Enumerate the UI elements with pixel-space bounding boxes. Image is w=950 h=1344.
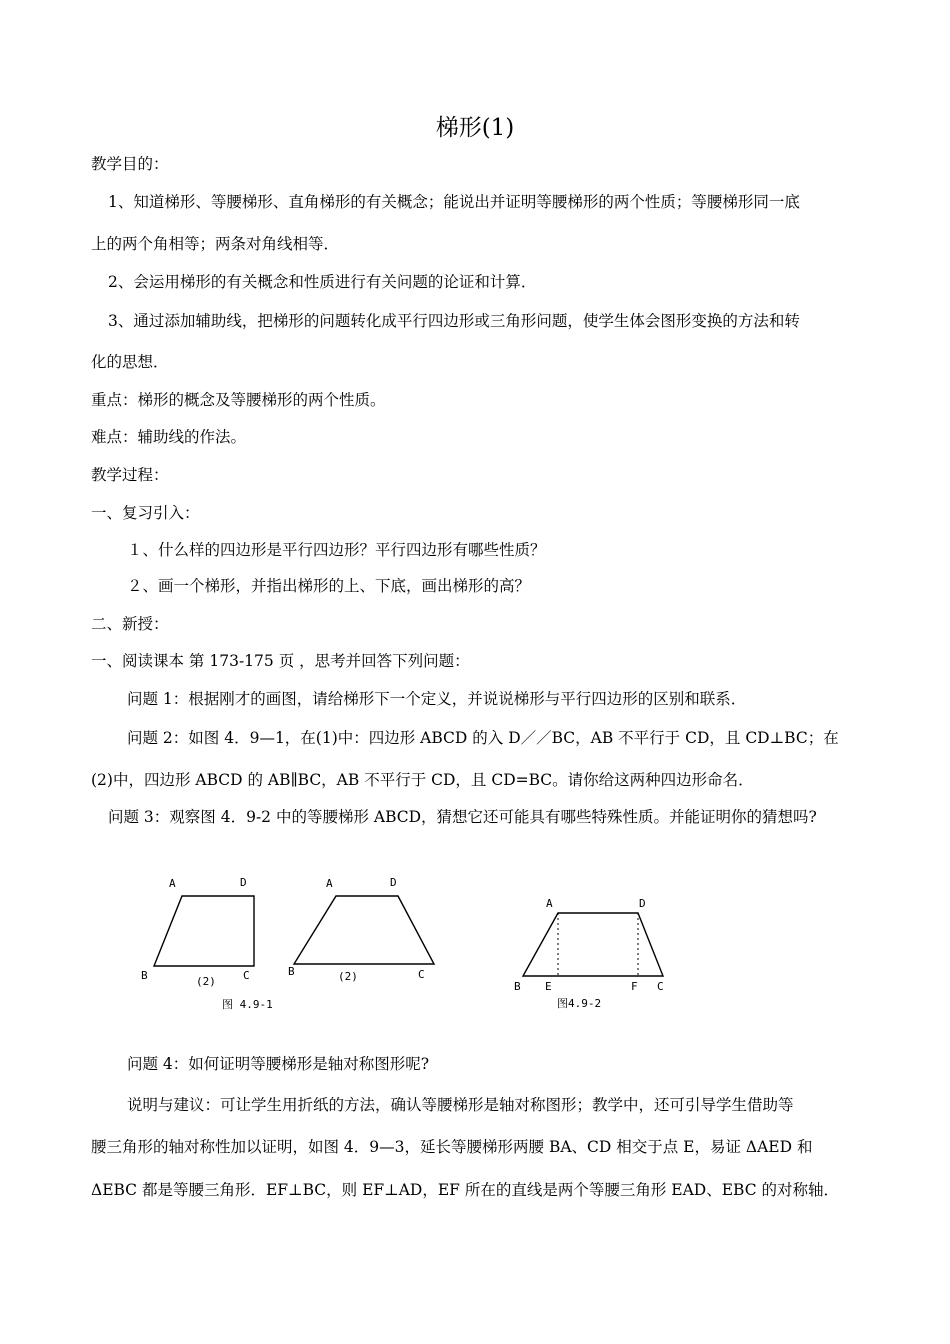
- vertex-label-F: F: [631, 980, 638, 993]
- trapezoid-2: [294, 896, 434, 964]
- sub-label: (2): [196, 975, 216, 988]
- vertex-label-C: C: [243, 969, 250, 982]
- vertex-label-D: D: [390, 876, 397, 889]
- figure-caption: 图 4.9-1: [222, 998, 273, 1011]
- vertex-label-E: E: [545, 980, 552, 993]
- vertex-label-B: B: [288, 965, 295, 978]
- text-line: (2)中，四边形 ABCD 的 AB∥BC，AB 不平行于 CD，且 CD=BC。请你给这两种四边形命名．: [91, 771, 754, 789]
- text-line: 难点：辅助线的作法。: [91, 428, 247, 446]
- vertex-label-A: A: [169, 877, 176, 890]
- vertex-label-A: A: [546, 897, 553, 910]
- text-line: 问题 4：如何证明等腰梯形是轴对称图形呢?: [127, 1055, 430, 1073]
- text-line: 2、会运用梯形的有关概念和性质进行有关问题的论证和计算．: [108, 273, 537, 291]
- text-line: 问题 2：如图 4．9—1，在(1)中：四边形 ABCD 的入 D／／BC，AB 不平行于 CD，且 CD⊥BC；在: [127, 729, 839, 747]
- vertex-label-B: B: [141, 969, 148, 982]
- figure-4-9-1: [130, 862, 460, 1022]
- text-line: ΔEBC 都是等腰三角形．EF⊥BC，则 EF⊥AD，EF 所在的直线是两个等腰三角形 EAD、EBC 的对称轴．: [91, 1181, 839, 1199]
- text-line: 3、通过添加辅助线，把梯形的问题转化成平行四边形或三角形问题，使学生体会图形变换的方法和转: [108, 312, 800, 330]
- trapezoid-1: [154, 896, 254, 966]
- vertex-label-C: C: [418, 968, 425, 981]
- text-line: 上的两个角相等；两条对角线相等．: [91, 235, 340, 253]
- text-line: 二、新授：: [91, 615, 169, 633]
- text-line: 重点：梯形的概念及等腰梯形的两个性质。: [91, 391, 386, 409]
- vertex-label-B: B: [514, 980, 521, 993]
- vertex-label-D: D: [639, 897, 646, 910]
- text-line: 说明与建议：可让学生用折纸的方法，确认等腰梯形是轴对称图形；教学中，还可引导学生借助等: [127, 1096, 794, 1114]
- text-line: 一、阅读课本 第 173-175 页 ，思考并回答下列问题：: [91, 652, 470, 670]
- text-line: 问题 3：观察图 4．9-2 中的等腰梯形 ABCD，猜想它还可能具有哪些特殊性质。并能证明你的猜想吗?: [108, 808, 817, 826]
- text-line: ２、画一个梯形，并指出梯形的上、下底，画出梯形的高？: [127, 577, 531, 595]
- text-line: 一、复习引入：: [91, 504, 200, 522]
- text-line: 化的思想．: [91, 353, 169, 371]
- figure-4-9-2: [505, 890, 685, 1020]
- text-line: 腰三角形的轴对称性加以证明，如图 4．9—3，延长等腰梯形两腰 BA、CD 相交于点 E，易证 ΔAED 和: [91, 1138, 813, 1156]
- vertex-label-D: D: [240, 876, 247, 889]
- figure-caption: 图4.9-2: [557, 997, 602, 1010]
- text-line: 1、知道梯形、等腰梯形、直角梯形的有关概念；能说出并证明等腰梯形的两个性质；等腰梯形同一底: [108, 193, 800, 211]
- text-line: 教学过程：: [91, 466, 169, 484]
- text-line: １、什么样的四边形是平行四边形？平行四边形有哪些性质？: [127, 541, 546, 559]
- text-line: 问题 1：根据刚才的画图，请给梯形下一个定义，并说说梯形与平行四边形的区别和联系．: [127, 690, 747, 708]
- vertex-label-A: A: [326, 877, 333, 890]
- isosceles-trapezoid: [523, 913, 663, 976]
- text-line: 教学目的：: [91, 155, 169, 173]
- sub-label: (2): [338, 970, 358, 983]
- page-title: 梯形(1): [435, 115, 515, 141]
- vertex-label-C: C: [657, 980, 664, 993]
